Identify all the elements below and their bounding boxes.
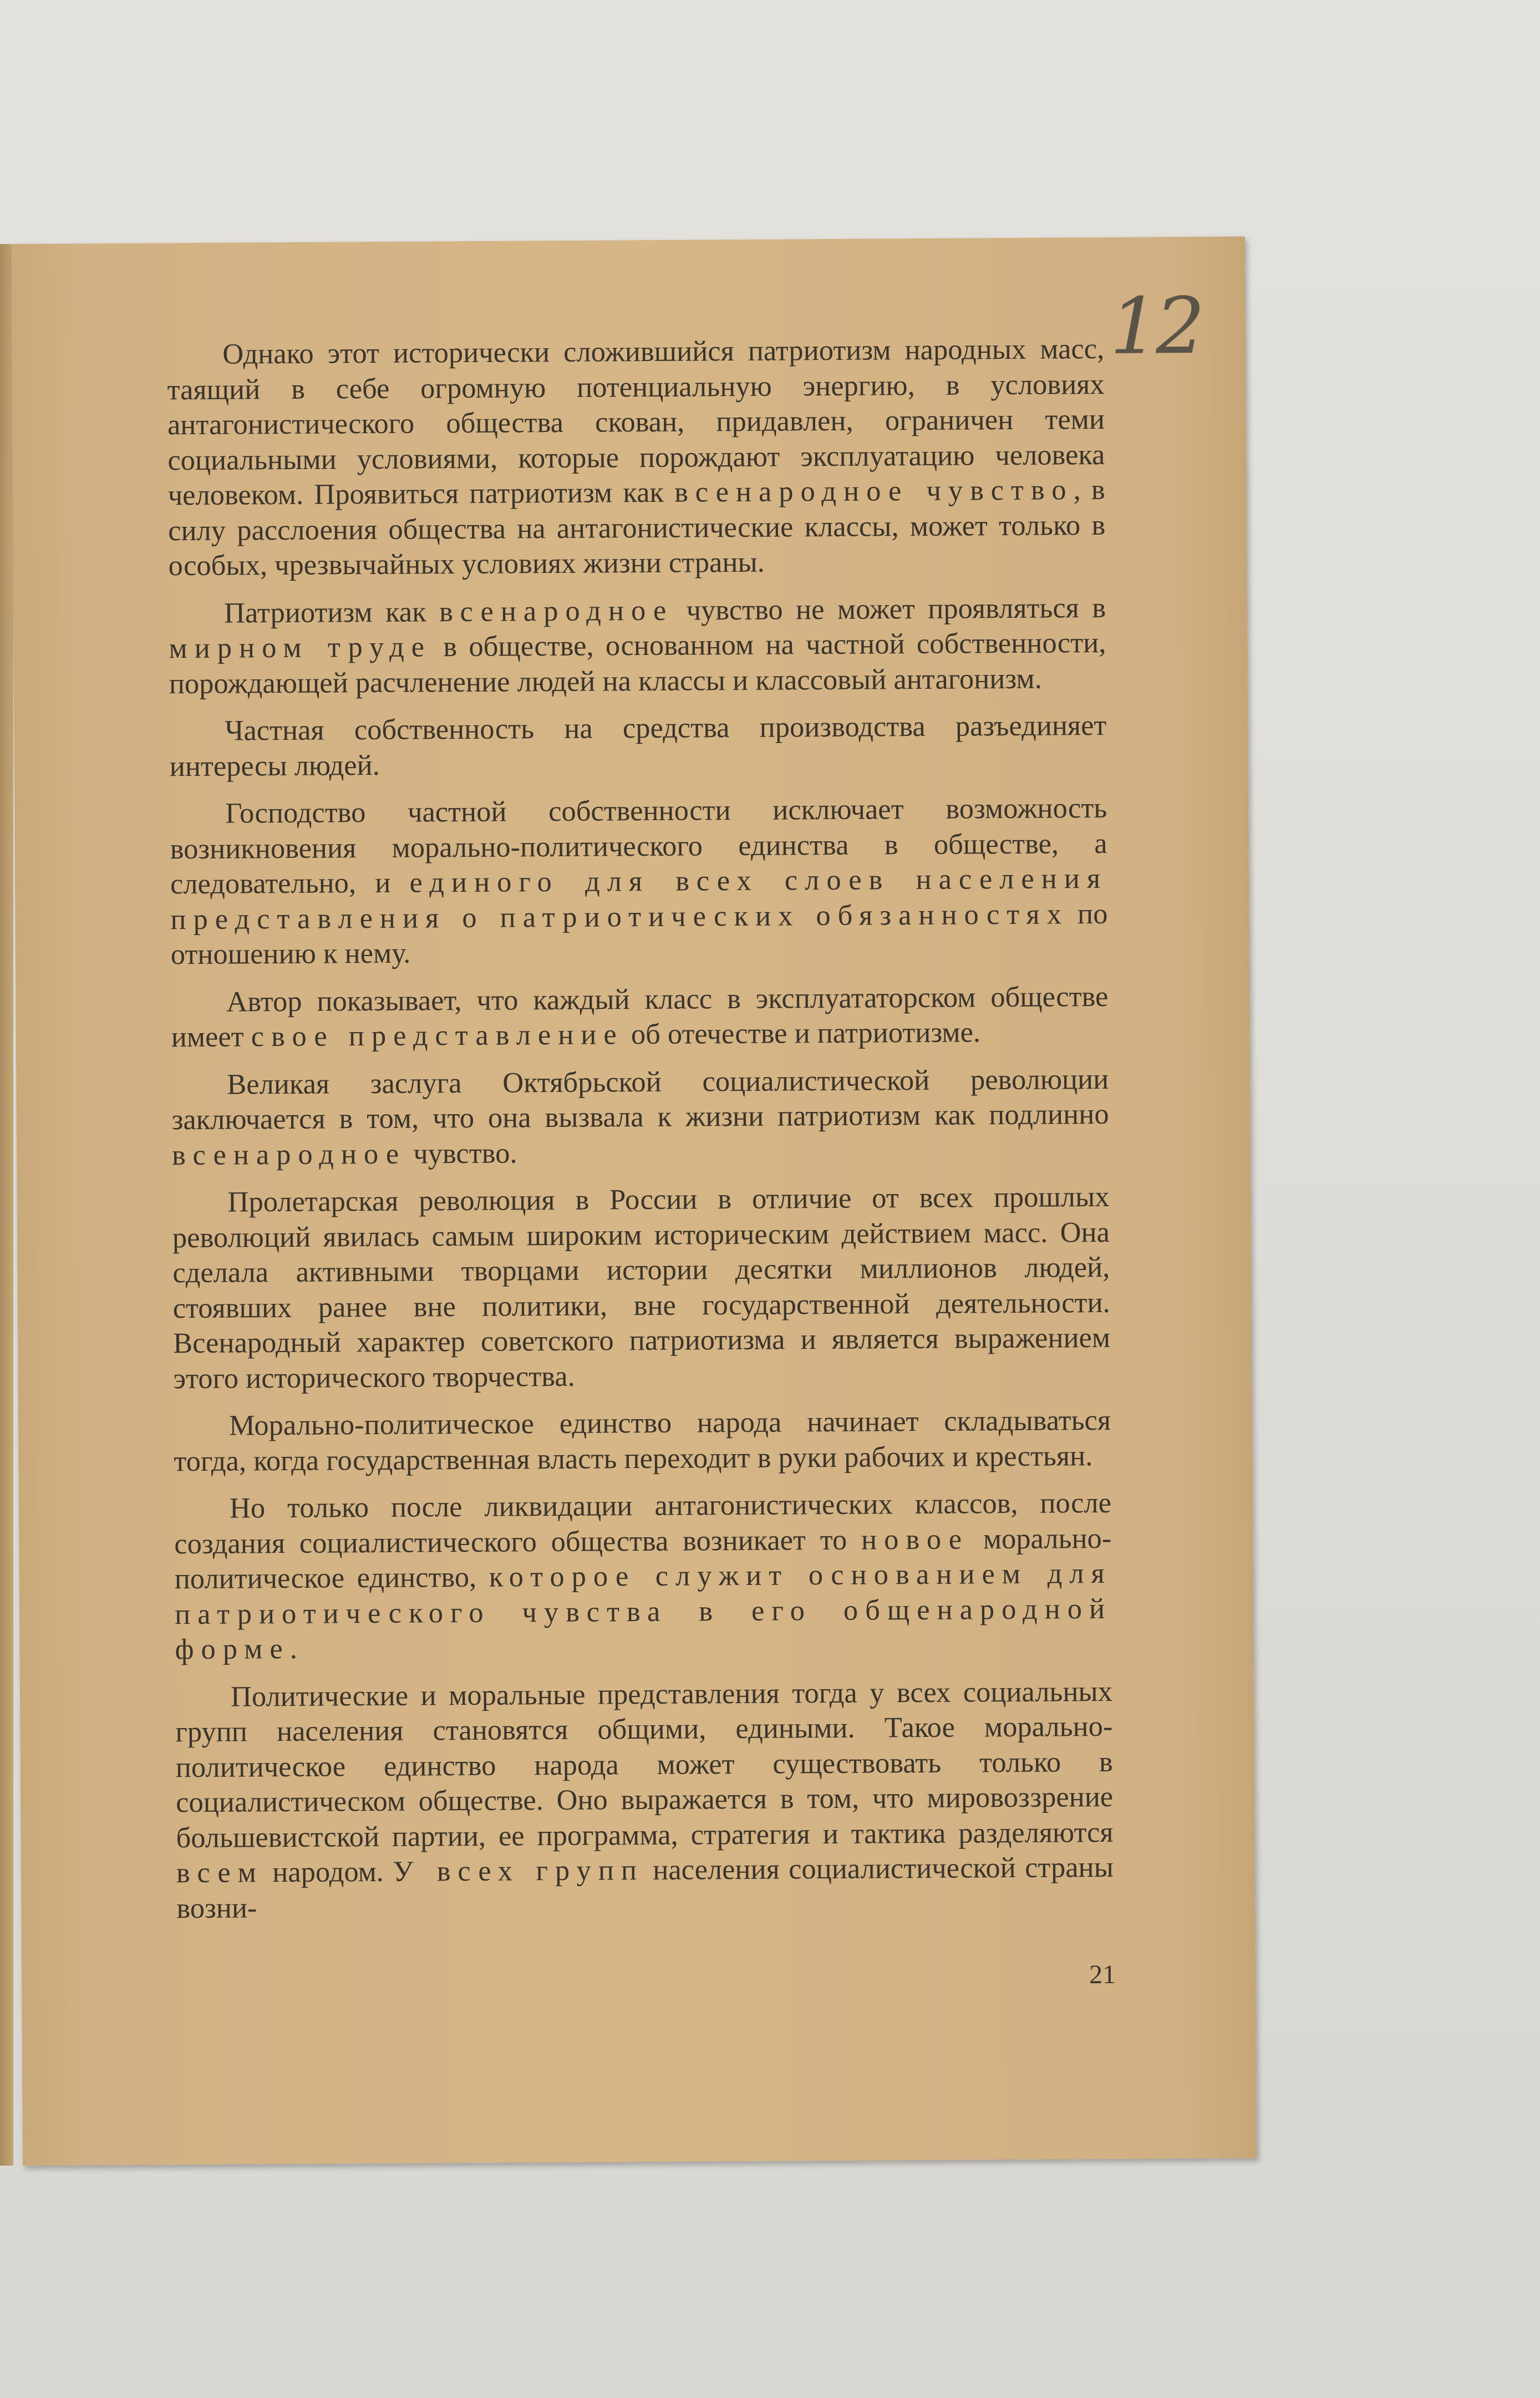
paragraph <box>169 708 1107 784</box>
spaced-emphasis-text: свое представление <box>251 1018 624 1053</box>
paragraph <box>175 1674 1114 1926</box>
text-run: в обществе, основанном на частной собственности, порождающей расчленение людей на классы и классовый антагонизм. <box>169 626 1106 700</box>
text-run: Но только после ликвидации антагонистических классов, после создания социалистического общества возникает то <box>174 1486 1112 1560</box>
text-run: Однако этот исторически сложившийся патриотизм народных масс, таящий в себе огромную потенциальную энергию, в условиях антагонистического общества скован, придавлен, ограничен теми социальными условиями, которые порождают эксплуатацию человека человеком. Проявиться патриотизм как <box>167 332 1105 512</box>
text-run: , в силу расслоения общества на антагонистические классы, может только в особых, чрезвычайных условиях жизни страны. <box>167 473 1106 582</box>
text-run: по отношению к нему. <box>170 897 1108 971</box>
text-run: населения социалистической страны возни- <box>176 1851 1114 1924</box>
handwritten-folio-number: 12 <box>1109 281 1202 372</box>
text-run: морально-политическое единство, <box>174 1522 1112 1596</box>
text-run: чувство. <box>405 1136 517 1170</box>
paragraph <box>172 1180 1110 1396</box>
text-run: Господство частной собственности исключает возможность возникновения морально-политического единства в обществе, а следовательно, и <box>170 791 1107 901</box>
spaced-emphasis-text: У всех групп <box>393 1854 644 1888</box>
spaced-emphasis-text: новое <box>861 1522 969 1556</box>
text-run: Политические и моральные представления тогда у всех социальных групп населения становятся общими, едиными. Такое морально-политическое единство народа может существовать только в социалистическом обществе. Оно выражается в том, что мировоззрение большевистской партии, ее программа, стратегия и тактика разделяются <box>175 1675 1114 1854</box>
text-run: Патриотизм как <box>223 595 440 629</box>
spaced-emphasis-text: всенародное <box>171 1137 406 1171</box>
text-run: Великая заслуга Октябрьской социалистической революции заключается в том, что она вызвала к жизни патриотизм как подлинно <box>171 1063 1109 1136</box>
paragraph <box>174 1486 1112 1668</box>
spaced-emphasis-text: всенародное чувство <box>674 474 1074 509</box>
text-run: чувство не может проявляться в <box>673 591 1106 627</box>
spaced-emphasis-text: мирном труде <box>169 631 432 665</box>
text-run: . <box>289 1632 298 1665</box>
spaced-emphasis-text: единого для всех слоев населения представления о патриотических обязанностях <box>170 862 1108 936</box>
spaced-emphasis-text: всенародное <box>439 594 674 628</box>
paragraph <box>174 1403 1111 1479</box>
text-run: об отечестве и патриотизме. <box>623 1016 981 1051</box>
text-run: Морально-политическое единство народа начинает складываться тогда, когда государственная власть переходит в руки рабочих и крестьян. <box>174 1404 1111 1477</box>
text-run: Автор показывает, что каждый класс в эксплуататорском обществе имеет <box>171 980 1109 1054</box>
page-number: 21 <box>1089 1959 1116 1990</box>
text-run: Частная собственность на средства производства разъединяет интересы людей. <box>169 709 1107 783</box>
page-edge <box>0 244 13 2166</box>
text-run: народом. <box>263 1855 393 1889</box>
paragraph <box>170 791 1108 973</box>
text-run: Пролетарская революция в России в отличие от всех прошлых революций явилась самым широким историческим действием масс. Она сделала активными творцами истории десятки миллионов людей, стоявших ранее вне политики, вне государственной деятельности. Всенародный характер советского патриотизма и является выражением этого исторического творчества. <box>172 1180 1111 1395</box>
paragraph <box>171 979 1109 1055</box>
body-text <box>167 332 1114 1938</box>
paragraph <box>171 1061 1109 1173</box>
spaced-emphasis-text: которое служит основанием для патриотического чувства в его общенародной форме <box>174 1557 1112 1666</box>
paragraph <box>167 332 1106 584</box>
book-page <box>11 236 1257 2166</box>
paragraph <box>169 590 1106 702</box>
spaced-emphasis-text: всем <box>176 1856 264 1889</box>
